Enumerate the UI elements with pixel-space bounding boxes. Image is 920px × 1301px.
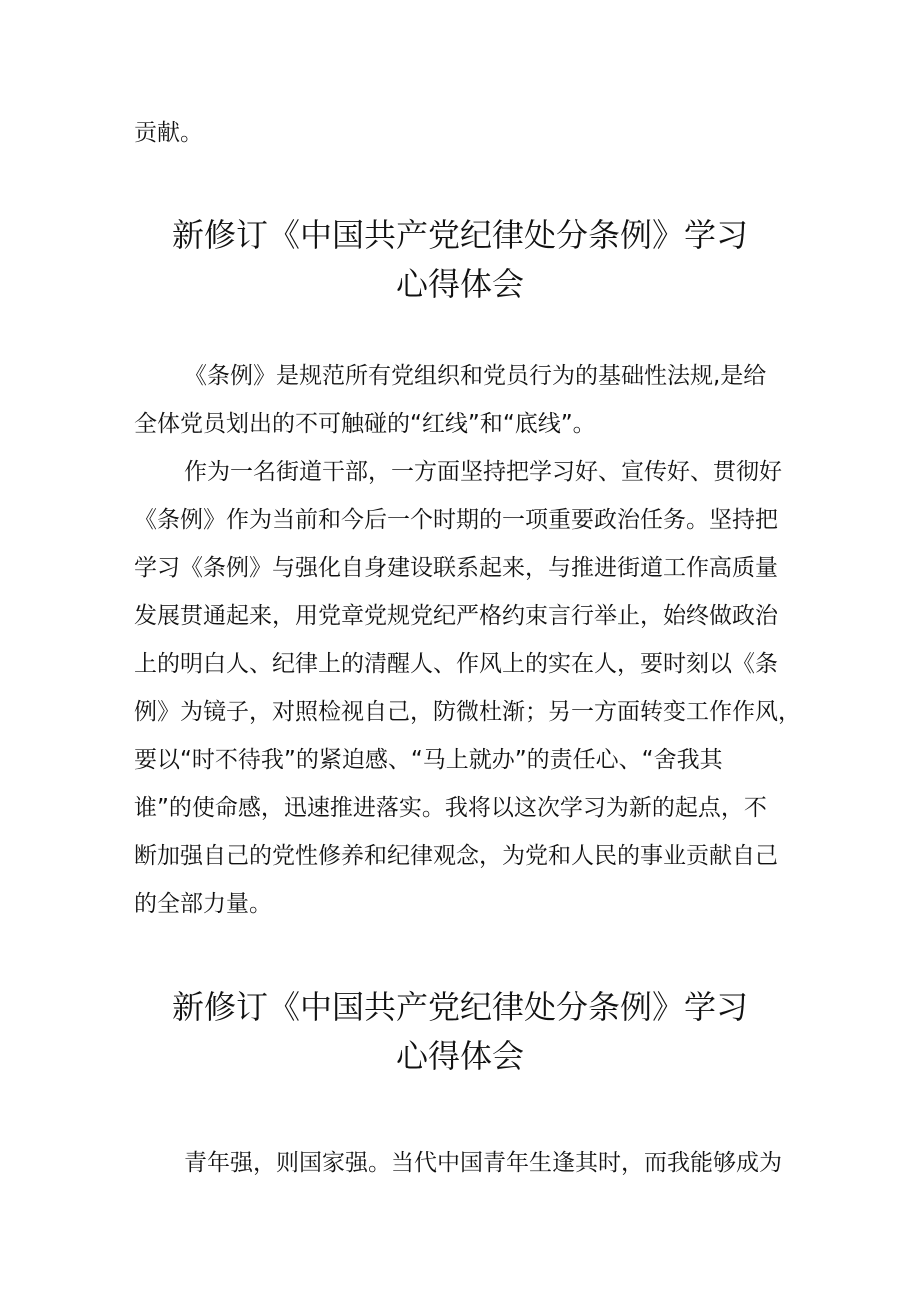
section-title: 新修订《中国共产党纪律处分条例》学习 [171, 216, 748, 254]
paragraph-line: 要以“时不待我”的紧迫感、“马上就办”的责任心、“舍我其 [134, 747, 723, 773]
section-title: 心得体会 [395, 1037, 524, 1075]
paragraph-line: 《条例》作为当前和今后一个时期的一项重要政治任务。坚持把 [134, 507, 778, 533]
paragraph-line: 例》为镜子，对照检视自己，防微杜渐；另一方面转变工作作风， [134, 699, 801, 725]
paragraph-line: 发展贯通起来，用党章党规党纪严格约束言行举止，始终做政治 [134, 603, 778, 629]
paragraph-line: 青年强，则国家强。当代中国青年生逢其时，而我能够成为 [184, 1150, 782, 1176]
paragraph-line: 作为一名街道干部，一方面坚持把学习好、宣传好、贯彻好 [184, 459, 782, 485]
paragraph-line: 的全部力量。 [134, 891, 272, 917]
paragraph-line: 上的明白人、纪律上的清醒人、作风上的实在人，要时刻以《条 [134, 651, 778, 677]
paragraph-line: 谁”的使命感，迅速推进落实。我将以这次学习为新的起点，不 [134, 795, 767, 821]
paragraph-line: 全体党员划出的不可触碰的“红线”和“底线”。 [134, 411, 596, 437]
section-title: 新修订《中国共产党纪律处分条例》学习 [171, 988, 748, 1026]
paragraph-line: 学习《条例》与强化自身建设联系起来，与推进街道工作高质量 [134, 555, 778, 581]
section-title: 心得体会 [395, 265, 524, 303]
paragraph-line: 《条例》是规范所有党组织和党员行为的基础性法规,是给 [184, 363, 767, 389]
paragraph-line: 断加强自己的党性修养和纪律观念，为党和人民的事业贡献自己 [134, 843, 778, 869]
paragraph-line: 贡献。 [134, 120, 203, 146]
